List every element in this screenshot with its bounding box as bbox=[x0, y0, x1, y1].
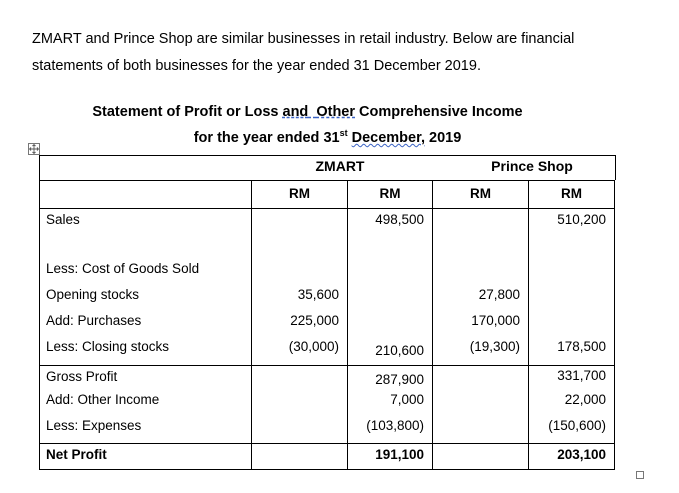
table-row bbox=[40, 209, 615, 261]
table-row bbox=[40, 313, 615, 339]
cell-zmart-2: 7,000 bbox=[348, 392, 433, 418]
table-row bbox=[40, 261, 615, 287]
cell-prince-2: 178,500 bbox=[529, 339, 615, 366]
cell-zmart-1 bbox=[252, 392, 348, 418]
table-row bbox=[40, 339, 615, 366]
cell-zmart-2 bbox=[348, 287, 433, 313]
cell-prince-2 bbox=[529, 287, 615, 313]
cell-prince-2 bbox=[529, 313, 615, 339]
cell-prince-1 bbox=[433, 392, 529, 418]
subtitle-sup: st bbox=[339, 128, 348, 139]
statement-title bbox=[0, 104, 647, 120]
title-part-1: Statement of Profit or Loss bbox=[92, 104, 283, 120]
cell-zmart-1 bbox=[252, 444, 348, 470]
cell-zmart-2: 210,600 bbox=[348, 339, 433, 366]
cell-zmart-1: 35,600 bbox=[252, 287, 348, 313]
cell-zmart-2 bbox=[348, 261, 433, 287]
cell-prince-1 bbox=[433, 261, 529, 287]
statement-subtitle bbox=[0, 130, 667, 146]
cell-prince-1: (19,300) bbox=[433, 339, 529, 366]
row-label-closing-stocks: Less: Closing stocks bbox=[40, 339, 252, 366]
cell-prince-2: (150,600) bbox=[529, 418, 615, 444]
cell-zmart-1 bbox=[252, 209, 348, 261]
table-move-handle-icon[interactable] bbox=[28, 143, 40, 155]
cell-zmart-2: 191,100 bbox=[348, 444, 433, 470]
table-resize-handle-icon[interactable] bbox=[636, 471, 644, 479]
cell-zmart-2: 498,500 bbox=[348, 209, 433, 261]
cell-prince-2: 203,100 bbox=[529, 444, 615, 470]
cell-prince-1: 170,000 bbox=[433, 313, 529, 339]
unit-label-zmart-1: RM bbox=[252, 181, 348, 209]
subtitle-part-1: for the year ended 31 bbox=[193, 130, 340, 146]
cell-zmart-1 bbox=[252, 261, 348, 287]
cell-prince-2: 22,000 bbox=[529, 392, 615, 418]
row-label-opening-stocks: Opening stocks bbox=[40, 287, 252, 313]
cell-prince-2 bbox=[529, 261, 615, 287]
title-and: and bbox=[282, 104, 309, 120]
row-label-other-income: Add: Other Income bbox=[40, 392, 252, 418]
title-other: Other bbox=[316, 104, 356, 120]
cell-prince-1 bbox=[433, 366, 529, 392]
cell-zmart-2: 287,900 bbox=[348, 366, 433, 392]
cell-prince-1: 27,800 bbox=[433, 287, 529, 313]
table-row bbox=[40, 366, 615, 392]
header-company-prince-shop: Prince Shop bbox=[491, 158, 573, 174]
cell-zmart-2: (103,800) bbox=[348, 418, 433, 444]
cell-zmart-1 bbox=[252, 366, 348, 392]
row-label-cogs: Less: Cost of Goods Sold bbox=[40, 261, 252, 287]
row-label-gross-profit: Gross Profit bbox=[40, 366, 252, 392]
cell-prince-2: 331,700 bbox=[529, 366, 615, 392]
row-label-sales: Sales bbox=[40, 209, 252, 261]
table-row bbox=[40, 444, 615, 470]
row-label-expenses: Less: Expenses bbox=[40, 418, 252, 444]
cell-prince-2: 510,200 bbox=[529, 209, 615, 261]
row-label-purchases: Add: Purchases bbox=[40, 313, 252, 339]
subtitle-december: December, bbox=[351, 130, 425, 146]
cell-prince-1 bbox=[433, 418, 529, 444]
financial-statement-table bbox=[39, 180, 615, 470]
unit-label-prince-1: RM bbox=[433, 181, 529, 209]
unit-label-zmart-2: RM bbox=[348, 181, 433, 209]
subtitle-year: 2019 bbox=[424, 130, 462, 146]
intro-line-2: statements of both businesses for the year ended 31 December 2019. bbox=[32, 58, 481, 74]
intro-line-1: ZMART and Prince Shop are similar businesses in retail industry. Below are financial bbox=[32, 31, 575, 47]
row-label-net-profit: Net Profit bbox=[40, 444, 252, 470]
header-company-zmart: ZMART bbox=[315, 158, 365, 174]
intro-paragraph bbox=[32, 26, 632, 80]
cell-zmart-2 bbox=[348, 313, 433, 339]
cell-zmart-1: (30,000) bbox=[252, 339, 348, 366]
cell-prince-1 bbox=[433, 209, 529, 261]
unit-label-prince-2: RM bbox=[529, 181, 615, 209]
table-row bbox=[40, 418, 615, 444]
cell-zmart-1: 225,000 bbox=[252, 313, 348, 339]
title-part-2: Comprehensive Income bbox=[355, 104, 523, 120]
table-row bbox=[40, 287, 615, 313]
cell-prince-1 bbox=[433, 444, 529, 470]
table-row bbox=[40, 392, 615, 418]
cell-zmart-1 bbox=[252, 418, 348, 444]
unit-header-blank bbox=[40, 181, 252, 209]
unit-header-row bbox=[40, 181, 615, 209]
